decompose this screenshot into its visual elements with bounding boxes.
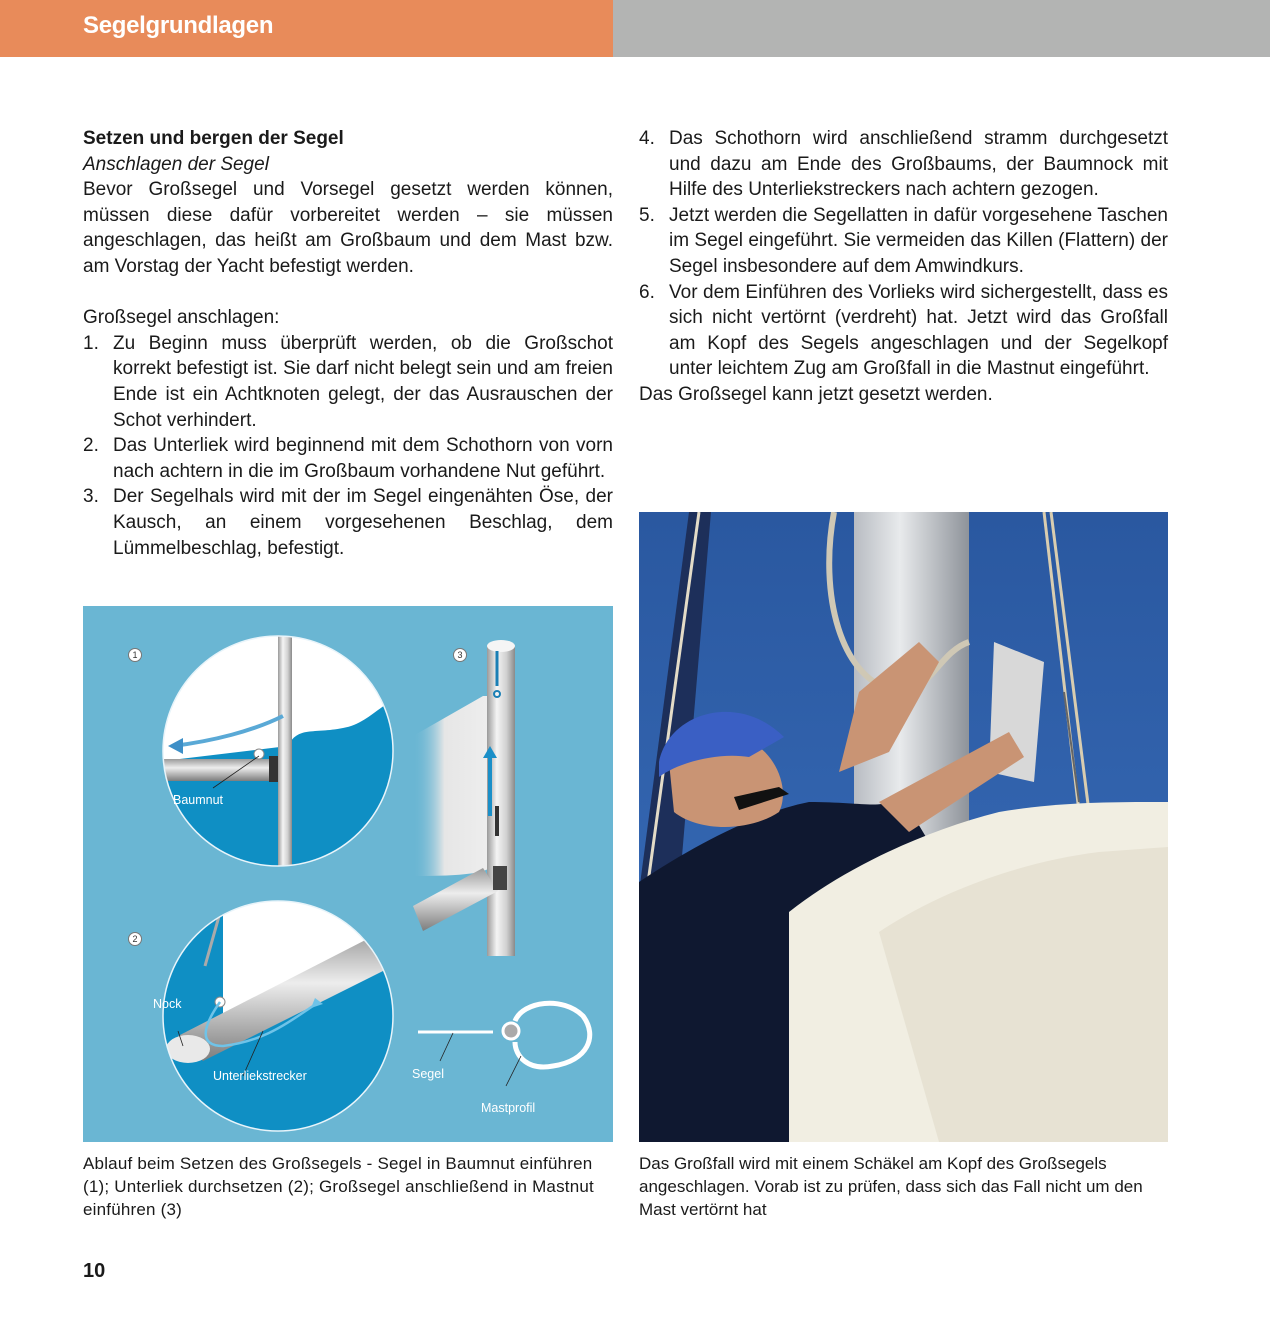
photo-caption: Das Großfall wird mit einem Schäkel am Kopf des Großsegels angeschlagen. Vorab ist zu prüfen, dass sich das Fall nicht um den Mast vertörnt hat [639, 1154, 1143, 1219]
list-item [639, 280, 1168, 382]
detail-3-mastnut [413, 640, 515, 956]
list-item [83, 331, 613, 433]
page-header [0, 0, 1270, 57]
photo-illustration [639, 512, 1168, 1142]
step-number: 2. [83, 435, 99, 457]
mainsail-rigging-diagram [83, 606, 613, 1142]
list-item [639, 203, 1168, 280]
step-number: 1. [83, 332, 99, 354]
label-unterliekstrecker: Unterliekstrecker [213, 1069, 307, 1083]
sailor-attaching-halyard-photo [639, 512, 1168, 1142]
list-title: Großsegel anschlagen: [83, 307, 280, 329]
diagram-illustration [83, 606, 613, 1142]
step-text: Vor dem Einführen des Vorlieks wird sichergestellt, dass es sich nicht vertörnt (verdreht) hat. Jetzt wird das Großfall am Kopf des Segels angeschlagen und der Segelkopf unter leichtem Zug am Großfall in die Mastnut eingeführt. [669, 281, 1168, 380]
list-item [83, 433, 613, 484]
step-badge-2: 2 [128, 932, 142, 946]
intro-paragraph: Bevor Großsegel und Vorsegel gesetzt werden können, müssen diese dafür vorbereitet werden – sie müssen angeschlagen, das heißt am Großbaum und dem Mast bzw. am Vorstag der Yacht befestigt werden. [83, 179, 613, 277]
closing-sentence: Das Großsegel kann jetzt gesetzt werden. [639, 383, 993, 405]
section-heading: Setzen und bergen der Segel [83, 128, 344, 149]
detail-2-nock [163, 901, 413, 1141]
label-mastprofil: Mastprofil [481, 1101, 536, 1115]
left-column [83, 126, 613, 561]
detail-1-baumnut [141, 636, 403, 876]
steps-list-left [83, 331, 613, 561]
label-segel: Segel [412, 1067, 444, 1081]
label-baumnut: Baumnut [173, 793, 224, 807]
step-number: 4. [639, 128, 655, 149]
section-title: Segelgrundlagen [83, 12, 274, 39]
step-number: 3. [83, 486, 99, 508]
step-text: Der Segelhals wird mit der im Segel eingenähten Öse, der Kausch, an einem vorgesehenen Beschlag, dem Lümmelbeschlag, befestigt. [113, 486, 613, 559]
step-text: Das Schothorn wird anschließend stramm durchgesetzt und dazu am Ende des Großbaums, der Baumnock mit Hilfe des Unterliekstreckers nach achtern gezogen. [669, 128, 1168, 201]
list-item [83, 484, 613, 561]
step-badge-1: 1 [128, 648, 142, 662]
step-text: Das Unterliek wird beginnend mit dem Schothorn von vorn nach achtern in die im Großbaum vorhandene Nut geführt. [113, 435, 613, 482]
step-badge-3: 3 [453, 648, 467, 662]
right-column [639, 126, 1168, 408]
step-number: 6. [639, 281, 655, 303]
label-nock: Nock [153, 997, 182, 1011]
list-item [639, 126, 1168, 203]
step-text: Zu Beginn muss überprüft werden, ob die Großschot korrekt befestigt ist. Sie darf nicht belegt sein und am freien Ende ist ein Achtknoten gelegt, der das Ausrauschen der Schot verhindert. [113, 332, 613, 431]
step-number: 5. [639, 204, 655, 226]
steps-list-right [639, 126, 1168, 382]
subheading: Anschlagen der Segel [83, 153, 269, 175]
diagram-caption: Ablauf beim Setzen des Großsegels - Segel in Baumnut einführen (1); Unterliek durchsetzen (2); Großsegel anschließend in Mastnut einführen (3) [83, 1154, 594, 1219]
header-gray-band [613, 0, 1270, 57]
page-number: 10 [83, 1260, 106, 1282]
step-text: Jetzt werden die Segellatten in dafür vorgesehene Taschen im Segel eingeführt. Sie vermeiden das Killen (Flattern) der Segel insbesondere auf dem Amwindkurs. [669, 204, 1168, 277]
